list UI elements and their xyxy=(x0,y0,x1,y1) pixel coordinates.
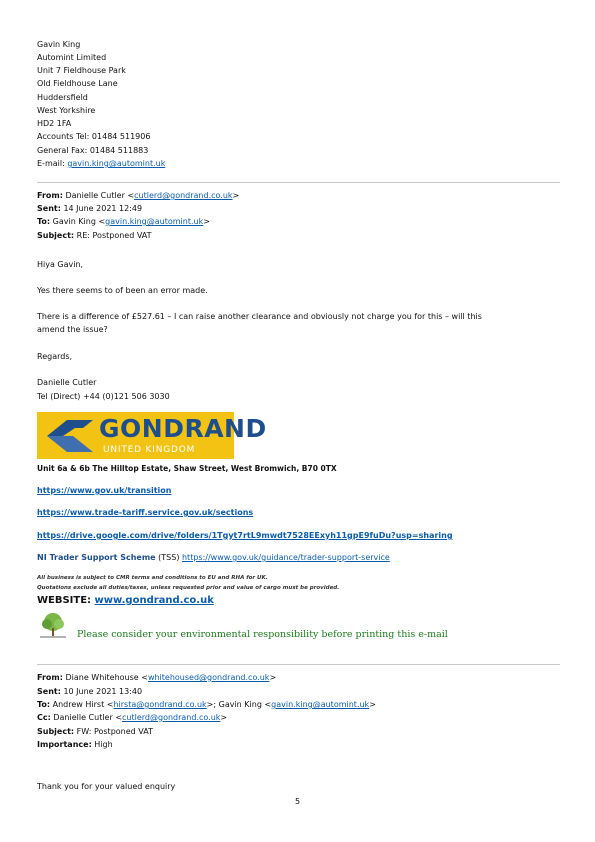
signature-company: Automint Limited xyxy=(37,53,107,62)
email1-from xyxy=(37,190,239,201)
importance-label: Importance: xyxy=(37,740,92,749)
cc-email-link[interactable]: cutlerd@gondrand.co.uk xyxy=(122,713,221,722)
subject-text: RE: Postponed VAT xyxy=(74,231,152,240)
logo-subtitle: UNITED KINGDOM xyxy=(103,445,196,455)
gov-transition-link[interactable]: https://www.gov.uk/transition xyxy=(37,486,172,495)
cc-label: Cc: xyxy=(37,713,51,722)
email1-sent xyxy=(37,203,142,214)
from-label: From: xyxy=(37,191,63,200)
from-name: Diane Whitehouse < xyxy=(62,673,148,682)
gondrand-logo xyxy=(37,412,267,459)
signature-address2: Old Fieldhouse Lane xyxy=(37,79,118,88)
email1-subject xyxy=(37,230,152,241)
email1-greeting: Hiya Gavin, xyxy=(37,260,84,269)
email1-para1: Yes there seems to of been an error made. xyxy=(37,286,208,295)
signature-county: West Yorkshire xyxy=(37,106,96,115)
email1-sig-name: Danielle Cutler xyxy=(37,378,97,387)
from-label: From: xyxy=(37,673,63,682)
to-label: To: xyxy=(37,700,51,709)
ni-trader-link[interactable]: https://www.gov.uk/guidance/trader-support-service xyxy=(181,553,390,562)
signature-general-fax: General Fax: 01484 511883 xyxy=(37,146,149,155)
from-name: Danielle Cutler < xyxy=(62,191,135,200)
subject-label: Subject: xyxy=(37,231,75,240)
website-label: WEBSITE: xyxy=(37,595,95,606)
from-end: > xyxy=(269,673,277,682)
to-label: To: xyxy=(37,217,51,226)
to-end: > xyxy=(203,217,210,226)
signature-accounts-tel: Accounts Tel: 01484 511906 xyxy=(37,132,151,141)
sent-label: Sent: xyxy=(37,204,61,213)
to-name-a: Andrew Hirst < xyxy=(50,700,114,709)
cc-name: Danielle Cutler < xyxy=(50,713,123,722)
to-end: > xyxy=(369,700,376,709)
sent-label: Sent: xyxy=(37,687,61,696)
trade-tariff-line xyxy=(37,507,253,518)
subject-text: FW: Postponed VAT xyxy=(74,727,153,736)
cc-end: > xyxy=(220,713,228,722)
trade-tariff-link[interactable]: https://www.trade-tariff.service.gov.uk/sections xyxy=(37,508,254,517)
header-divider xyxy=(37,182,560,183)
email2-from xyxy=(37,672,276,683)
from-email-link[interactable]: cutlerd@gondrand.co.uk xyxy=(134,191,233,200)
signature-email-link[interactable]: gavin.king@automint.uk xyxy=(67,159,166,168)
gondrand-arrow-icon xyxy=(41,416,97,456)
sent-date: 10 June 2021 13:40 xyxy=(60,687,143,696)
email2-subject xyxy=(37,726,153,737)
email2-body: Thank you for your valued enquiry xyxy=(37,782,176,791)
signature-town: Huddersfield xyxy=(37,93,88,102)
environment-message: Please consider your environmental responsibility before printing this e-mail xyxy=(77,629,448,640)
ni-trader-tss: (TSS) xyxy=(155,553,182,562)
to-mid: >; Gavin King < xyxy=(206,700,272,709)
email2-cc xyxy=(37,712,227,723)
from-end: > xyxy=(232,191,240,200)
signature-name: Gavin King xyxy=(37,40,81,49)
ni-trader-line xyxy=(37,552,390,563)
signature-postcode: HD2 1FA xyxy=(37,119,72,128)
email2-sent xyxy=(37,686,142,697)
subject-label: Subject: xyxy=(37,727,75,736)
email1-para2-line2: amend the issue? xyxy=(37,325,108,334)
email2-to xyxy=(37,699,376,710)
ni-trader-label: NI Trader Support Scheme xyxy=(37,553,156,562)
terms-line1: All business is subject to CMR terms and conditions to EU and RHA for UK. xyxy=(37,575,268,581)
drive-folder-line xyxy=(37,530,453,541)
signature-address1: Unit 7 Fieldhouse Park xyxy=(37,66,126,75)
website-line xyxy=(37,595,214,606)
website-link[interactable]: www.gondrand.co.uk xyxy=(94,595,214,606)
page-number: 5 xyxy=(294,797,301,806)
gondrand-address: Unit 6a & 6b The Hilltop Estate, Shaw Street, West Bromwich, B70 0TX xyxy=(37,464,337,473)
signature-email-label: E-mail: xyxy=(37,159,68,168)
email1-para2-line1: There is a difference of £527.61 – I can raise another clearance and obviously not charge you for this – will this xyxy=(37,312,482,321)
tree-icon xyxy=(37,612,69,640)
email2-importance xyxy=(37,739,113,750)
to-email-link[interactable]: gavin.king@automint.uk xyxy=(105,217,204,226)
email2-divider xyxy=(37,664,560,665)
importance-value: High xyxy=(91,740,113,749)
to-email-link-a[interactable]: hirsta@gondrand.co.uk xyxy=(113,700,207,709)
sent-date: 14 June 2021 12:49 xyxy=(60,204,143,213)
email1-to xyxy=(37,216,210,227)
drive-folder-link[interactable]: https://drive.google.com/drive/folders/1Tgyt7rtL9mwdt7528EExyh11gpE9fuDu?usp=sharing xyxy=(37,531,453,540)
signature-email-line xyxy=(37,158,165,169)
logo-name: GONDRAND xyxy=(99,414,267,443)
email1-regards: Regards, xyxy=(37,352,73,361)
terms-line2: Quotations exclude all duties/taxes, unless requested prior and value of cargo must be provided. xyxy=(37,585,340,591)
to-email-link-b[interactable]: gavin.king@automint.uk xyxy=(271,700,370,709)
email1-sig-tel: Tel (Direct) +44 (0)121 506 3030 xyxy=(37,392,170,401)
from-email-link[interactable]: whitehoused@gondrand.co.uk xyxy=(147,673,270,682)
gov-transition-line xyxy=(37,485,171,496)
to-name: Gavin King < xyxy=(50,217,106,226)
